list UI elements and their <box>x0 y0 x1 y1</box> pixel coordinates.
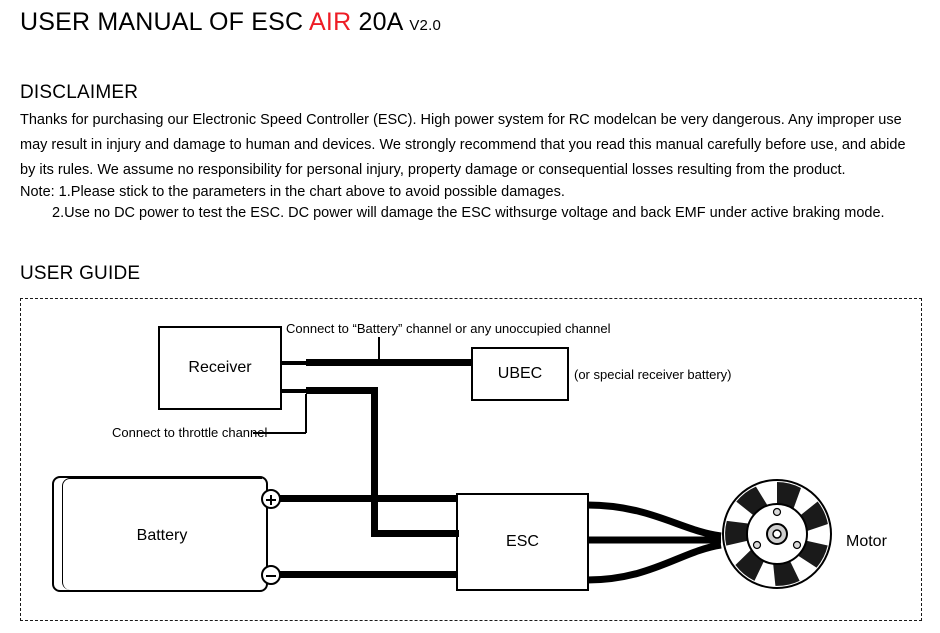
disclaimer-heading: DISCLAIMER <box>20 82 139 103</box>
battery-positive-terminal-icon <box>261 489 281 509</box>
disclaimer-note-1: Note: 1.Please stick to the parameters in the chart above to avoid possible damages. <box>20 184 565 200</box>
battery-negative-terminal-icon <box>261 565 281 585</box>
wire-receiver-ubec-main <box>306 359 471 366</box>
title-text-after: 20A <box>351 8 403 36</box>
wire-receiver-throttle-stub <box>282 389 306 393</box>
disclaimer-note-2: 2.Use no DC power to test the ESC. DC power will damage the ESC withsurge voltage and back EMF under active braking mode. <box>52 205 885 221</box>
battery-label: Battery <box>136 527 188 544</box>
title-version: V2.0 <box>409 17 442 34</box>
wire-receiver-ubec-stub <box>282 361 306 365</box>
wire-battery-negative <box>280 571 458 578</box>
wire-throttle-to-esc <box>371 530 459 537</box>
ubec-box <box>471 347 569 401</box>
esc-label: ESC <box>506 533 539 550</box>
battery-channel-note: Connect to “Battery” channel or any unoccupied channel <box>286 321 611 336</box>
disclaimer-body-text: Thanks for purchasing our Electronic Speed Controller (ESC). High power system for RC modelcan be very dangerous. Any improper use may result in injury and damage to human and devices. We strongly recommend that you read this manual carefully before use, and abide by its rules. We assume no responsibility for personal injury, property damage or consequential losses resulting from the product. <box>20 112 906 178</box>
title-accent-air: AIR <box>309 8 352 36</box>
receiver-box <box>158 326 282 410</box>
motor-label: Motor <box>846 533 887 550</box>
wire-receiver-throttle-h <box>306 387 378 394</box>
receiver-label: Receiver <box>188 359 252 376</box>
esc-box <box>456 493 589 591</box>
throttle-channel-note: Connect to throttle channel <box>112 425 268 440</box>
userguide-heading: USER GUIDE <box>20 263 141 284</box>
wire-throttle-label-leader-v <box>305 394 307 433</box>
title-text-before: USER MANUAL OF ESC <box>20 8 310 36</box>
page-title <box>20 8 441 37</box>
ubec-side-note: (or special receiver battery) <box>574 367 732 382</box>
motor-icon <box>721 478 833 590</box>
battery-box <box>52 476 268 592</box>
wire-battery-positive <box>280 495 458 502</box>
ubec-label: UBEC <box>497 365 543 382</box>
wiring-diagram <box>20 298 922 621</box>
wire-battery-channel-pointer <box>378 337 380 359</box>
wire-receiver-throttle-v <box>371 387 378 537</box>
